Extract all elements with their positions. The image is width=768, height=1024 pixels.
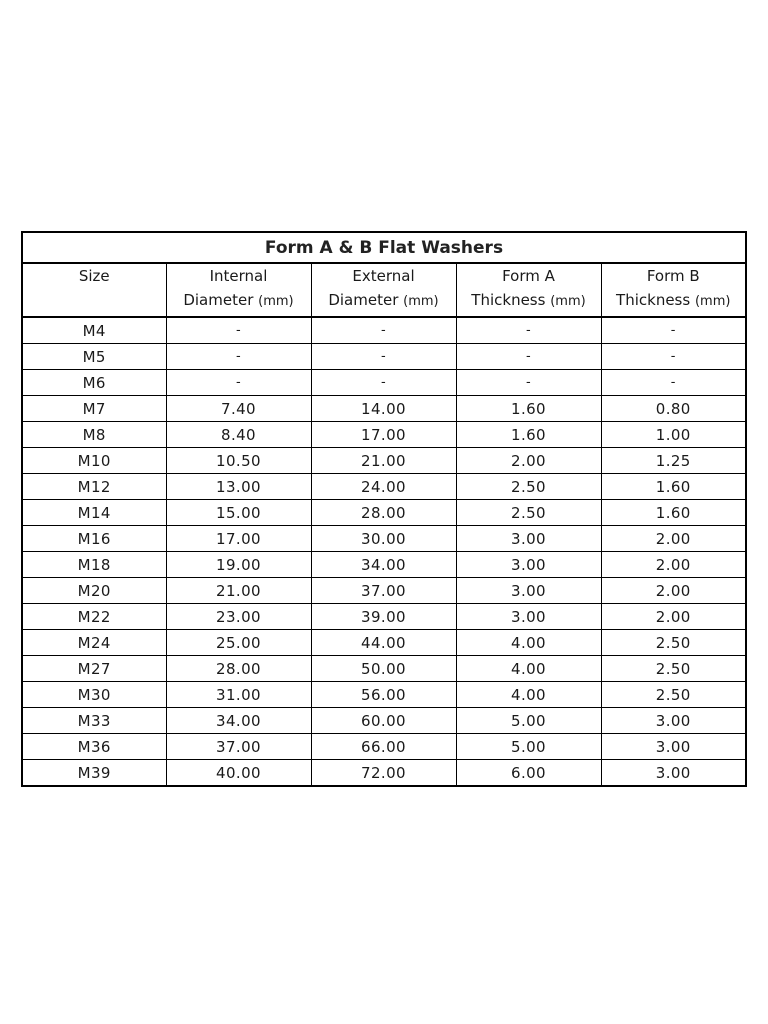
- column-header-form-b-thickness: [601, 263, 746, 317]
- cell-form-a-thickness: 4.00: [456, 682, 601, 708]
- cell-internal-diameter: 19.00: [166, 552, 311, 578]
- cell-form-b-thickness: 1.25: [601, 448, 746, 474]
- cell-form-b-thickness: 2.00: [601, 604, 746, 630]
- cell-size: M6: [22, 370, 166, 396]
- cell-form-b-thickness: 3.00: [601, 760, 746, 787]
- cell-form-a-thickness: 5.00: [456, 734, 601, 760]
- cell-size: M8: [22, 422, 166, 448]
- column-header-internal-diameter: [166, 263, 311, 317]
- cell-form-a-thickness: 4.00: [456, 630, 601, 656]
- table-row: [22, 682, 746, 708]
- cell-form-a-thickness: -: [456, 344, 601, 370]
- header-line: Thickness: [471, 291, 546, 309]
- cell-external-diameter: 60.00: [311, 708, 456, 734]
- table-row: [22, 630, 746, 656]
- header-line: Form B: [646, 267, 700, 285]
- cell-external-diameter: 28.00: [311, 500, 456, 526]
- cell-form-b-thickness: -: [601, 344, 746, 370]
- cell-external-diameter: 37.00: [311, 578, 456, 604]
- cell-form-b-thickness: -: [601, 370, 746, 396]
- table-row: [22, 734, 746, 760]
- cell-external-diameter: 24.00: [311, 474, 456, 500]
- cell-internal-diameter: 15.00: [166, 500, 311, 526]
- table-row: [22, 422, 746, 448]
- cell-internal-diameter: 31.00: [166, 682, 311, 708]
- cell-form-a-thickness: 2.50: [456, 500, 601, 526]
- table-header-row: [22, 263, 746, 317]
- cell-size: M5: [22, 344, 166, 370]
- table-row: [22, 317, 746, 344]
- table-row: [22, 396, 746, 422]
- cell-external-diameter: 14.00: [311, 396, 456, 422]
- cell-size: M18: [22, 552, 166, 578]
- cell-form-b-thickness: 1.60: [601, 474, 746, 500]
- cell-form-b-thickness: 0.80: [601, 396, 746, 422]
- cell-size: M33: [22, 708, 166, 734]
- cell-internal-diameter: 34.00: [166, 708, 311, 734]
- header-line: Diameter: [183, 291, 254, 309]
- cell-size: M12: [22, 474, 166, 500]
- cell-form-a-thickness: 3.00: [456, 552, 601, 578]
- table-row: [22, 708, 746, 734]
- cell-form-a-thickness: -: [456, 317, 601, 344]
- cell-form-a-thickness: -: [456, 370, 601, 396]
- cell-form-a-thickness: 1.60: [456, 396, 601, 422]
- table-row: [22, 370, 746, 396]
- cell-internal-diameter: 8.40: [166, 422, 311, 448]
- cell-size: M36: [22, 734, 166, 760]
- cell-external-diameter: 44.00: [311, 630, 456, 656]
- cell-form-a-thickness: 6.00: [456, 760, 601, 787]
- cell-external-diameter: 39.00: [311, 604, 456, 630]
- table-row: [22, 500, 746, 526]
- cell-internal-diameter: 40.00: [166, 760, 311, 787]
- table-row: [22, 656, 746, 682]
- table-title: Form A & B Flat Washers: [22, 232, 746, 263]
- cell-form-a-thickness: 3.00: [456, 526, 601, 552]
- cell-external-diameter: 56.00: [311, 682, 456, 708]
- cell-form-b-thickness: 2.00: [601, 578, 746, 604]
- cell-form-a-thickness: 3.00: [456, 578, 601, 604]
- table-body: [22, 317, 746, 786]
- table-row: [22, 474, 746, 500]
- table-row: [22, 526, 746, 552]
- cell-form-a-thickness: 1.60: [456, 422, 601, 448]
- cell-form-a-thickness: 4.00: [456, 656, 601, 682]
- cell-size: M27: [22, 656, 166, 682]
- header-line: Thickness: [616, 291, 691, 309]
- cell-external-diameter: -: [311, 317, 456, 344]
- cell-external-diameter: 21.00: [311, 448, 456, 474]
- column-header-form-a-thickness: [456, 263, 601, 317]
- header-unit: (mm): [550, 294, 586, 309]
- header-unit: (mm): [258, 294, 294, 309]
- cell-external-diameter: 66.00: [311, 734, 456, 760]
- header-unit: (mm): [403, 294, 439, 309]
- cell-size: M4: [22, 317, 166, 344]
- cell-internal-diameter: 25.00: [166, 630, 311, 656]
- cell-external-diameter: 17.00: [311, 422, 456, 448]
- cell-form-b-thickness: 3.00: [601, 708, 746, 734]
- cell-form-a-thickness: 2.00: [456, 448, 601, 474]
- cell-external-diameter: 34.00: [311, 552, 456, 578]
- column-header-size: [22, 263, 166, 317]
- header-line: External: [352, 267, 415, 285]
- cell-internal-diameter: -: [166, 344, 311, 370]
- cell-external-diameter: 50.00: [311, 656, 456, 682]
- cell-size: M20: [22, 578, 166, 604]
- table-row: [22, 552, 746, 578]
- cell-form-a-thickness: 3.00: [456, 604, 601, 630]
- cell-size: M22: [22, 604, 166, 630]
- cell-size: M14: [22, 500, 166, 526]
- cell-external-diameter: 30.00: [311, 526, 456, 552]
- cell-form-b-thickness: -: [601, 317, 746, 344]
- cell-form-a-thickness: 5.00: [456, 708, 601, 734]
- flat-washers-table: [21, 231, 747, 787]
- cell-form-b-thickness: 2.00: [601, 526, 746, 552]
- cell-internal-diameter: 7.40: [166, 396, 311, 422]
- cell-form-b-thickness: 3.00: [601, 734, 746, 760]
- header-line: Form A: [502, 267, 555, 285]
- table-row: [22, 448, 746, 474]
- cell-size: M7: [22, 396, 166, 422]
- table-title-row: [22, 232, 746, 263]
- cell-form-b-thickness: 1.00: [601, 422, 746, 448]
- header-line: Diameter: [328, 291, 399, 309]
- cell-internal-diameter: -: [166, 370, 311, 396]
- cell-form-a-thickness: 2.50: [456, 474, 601, 500]
- cell-size: M30: [22, 682, 166, 708]
- table-row: [22, 578, 746, 604]
- table-row: [22, 604, 746, 630]
- cell-internal-diameter: 28.00: [166, 656, 311, 682]
- header-line: Internal: [209, 267, 268, 285]
- header-line: Size: [78, 267, 110, 285]
- header-unit: (mm): [694, 294, 731, 309]
- cell-internal-diameter: 13.00: [166, 474, 311, 500]
- cell-internal-diameter: 23.00: [166, 604, 311, 630]
- cell-internal-diameter: 21.00: [166, 578, 311, 604]
- cell-internal-diameter: 10.50: [166, 448, 311, 474]
- cell-form-b-thickness: 2.00: [601, 552, 746, 578]
- cell-size: M24: [22, 630, 166, 656]
- cell-external-diameter: 72.00: [311, 760, 456, 787]
- table-row: [22, 344, 746, 370]
- cell-internal-diameter: 17.00: [166, 526, 311, 552]
- cell-external-diameter: -: [311, 370, 456, 396]
- cell-internal-diameter: -: [166, 317, 311, 344]
- cell-internal-diameter: 37.00: [166, 734, 311, 760]
- cell-form-b-thickness: 1.60: [601, 500, 746, 526]
- cell-form-b-thickness: 2.50: [601, 656, 746, 682]
- table-row: [22, 760, 746, 787]
- cell-external-diameter: -: [311, 344, 456, 370]
- cell-size: M10: [22, 448, 166, 474]
- cell-form-b-thickness: 2.50: [601, 682, 746, 708]
- cell-size: M39: [22, 760, 166, 787]
- cell-size: M16: [22, 526, 166, 552]
- cell-form-b-thickness: 2.50: [601, 630, 746, 656]
- column-header-external-diameter: [311, 263, 456, 317]
